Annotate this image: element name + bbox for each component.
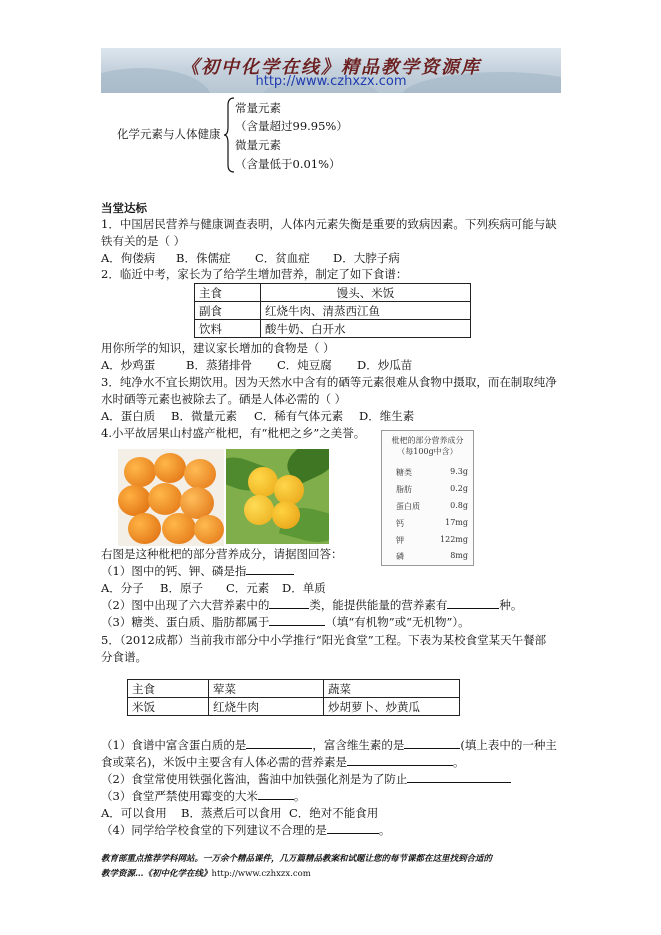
- nutrient-value: 122mg: [440, 535, 468, 544]
- table-cell: 荤菜: [209, 680, 324, 698]
- q4-sub3-text: （3）糖类、蛋白质、脂肪都属于: [101, 615, 270, 629]
- q2-menu-table: [194, 283, 471, 338]
- nutrient-name: 糖类: [396, 468, 412, 477]
- answer-blank[interactable]: [407, 772, 511, 783]
- table-row: [128, 698, 460, 716]
- banner-url[interactable]: http://www.czhxzx.com: [255, 74, 407, 89]
- q4-sub2: [101, 597, 522, 613]
- q3-option-b: B．微量元素: [171, 409, 237, 423]
- nutrient-value: 8mg: [450, 551, 468, 560]
- q1-stem-line1: 1．中国居民营养与健康调查表明，人体内元素失衡是重要的致病因素。下列疾病可能与缺: [101, 217, 557, 231]
- q4-sub1-option-d: D．单质: [282, 581, 326, 595]
- table-cell: 主食: [128, 680, 209, 698]
- q5-sub1-text: 食或菜名)，米饭中主要含有人体必需的营养素是: [101, 755, 347, 769]
- answer-blank[interactable]: [269, 598, 309, 609]
- answer-blank[interactable]: [447, 598, 499, 609]
- banner-title: 《初中化学在线》精品教学资源库: [181, 57, 481, 78]
- nutrition-row: [396, 518, 468, 529]
- nutrition-title: 枇杷的部分营养成分: [391, 436, 464, 445]
- q5-sub3: [101, 788, 305, 804]
- q4-sub1: [101, 563, 294, 579]
- q4-sub1-option-c: C．元素: [226, 581, 270, 595]
- q1-option-d: D．大脖子病: [333, 251, 400, 265]
- q5-sub4-text: 。: [378, 823, 391, 837]
- q4-sub2-text: 种。: [499, 598, 523, 612]
- q3-option-c: C．稀有气体元素: [254, 409, 344, 423]
- q5-sub4-text: （4）同学给学校食堂的下列建议不合理的是: [101, 823, 327, 837]
- table-cell: 米饭: [128, 698, 209, 716]
- table-cell: 副食: [195, 302, 261, 320]
- nutrient-value: 9.3g: [450, 467, 468, 476]
- table-row: [195, 320, 471, 338]
- header-banner: [101, 48, 561, 93]
- table-row: [195, 284, 471, 302]
- q5-sub2: [101, 771, 511, 787]
- q3-option-d: D．维生素: [359, 409, 415, 423]
- table-cell: 炒胡萝卜、炒黄瓜: [324, 698, 460, 716]
- nutrient-name: 钾: [396, 536, 404, 545]
- summary-item-major: 常量元素: [235, 101, 281, 115]
- nutrient-name: 磷: [396, 552, 404, 561]
- q5-sub3-text: （3）食堂严禁使用霉变的大米: [101, 789, 258, 803]
- nutrient-name: 脂肪: [396, 485, 412, 494]
- q5-stem-line2: 分食谱。: [101, 650, 147, 664]
- footer-line2: [101, 867, 311, 879]
- answer-blank[interactable]: [258, 789, 294, 800]
- loquat-photo-left: [118, 449, 224, 546]
- q4-sub1-text: （1）图中的钙、钾、磷是指: [101, 564, 247, 578]
- q4-sub2-text: 类，能提供能量的营养素有: [309, 598, 448, 612]
- nutrient-name: 蛋白质: [396, 502, 420, 511]
- q2-option-c: C．炖豆腐: [277, 358, 332, 372]
- q5-sub1-text: （1）食谱中富含蛋白质的是: [101, 738, 247, 752]
- answer-blank[interactable]: [246, 738, 312, 749]
- nutrient-value: 0.2g: [450, 484, 468, 493]
- q5-sub1-line1: [101, 737, 557, 753]
- q2-stem: 2．临近中考，家长为了给学生增加营养，制定了如下食谱：: [101, 267, 408, 281]
- q4-sub2-text: （2）图中出现了六大营养素中的: [101, 598, 270, 612]
- q2-option-d: D．炒瓜苗: [357, 358, 413, 372]
- nutrient-value: 0.8g: [450, 501, 468, 510]
- q5-sub4: [101, 822, 390, 838]
- q4-sub1-option-a: A．分子: [101, 581, 144, 595]
- table-cell: 主食: [195, 284, 261, 302]
- table-cell: 红烧牛肉: [209, 698, 324, 716]
- q2-question: 用你所学的知识，建议家长增加的食物是（ ）: [101, 341, 335, 355]
- q5-sub1-text: (填上表中的一种主: [460, 738, 557, 752]
- footer-text: 教学资源…《初中化学在线》: [101, 869, 212, 879]
- q1-option-a: A．佝偻病: [101, 251, 156, 265]
- summary-item-trace-amount: （含量低于0.01%）: [235, 157, 341, 171]
- nutrition-row: [396, 467, 468, 478]
- q4-stem: 4.小平故居果山村盛产枇杷，有“枇杷之乡”之美誉。: [101, 426, 366, 440]
- q1-option-c: C．贫血症: [255, 251, 310, 265]
- nutrient-value: 17mg: [445, 518, 468, 527]
- table-cell: 馒头、米饭: [261, 284, 471, 302]
- q3-stem-line2: 水时硒等元素也被除去了。硒是人体必需的（ ）: [101, 392, 347, 406]
- answer-blank[interactable]: [246, 564, 294, 575]
- table-row: [195, 302, 471, 320]
- nutrition-row: [396, 484, 468, 495]
- table-row: [128, 680, 460, 698]
- summary-item-trace: 微量元素: [235, 138, 281, 152]
- q2-option-b: B．蒸猪排骨: [186, 358, 252, 372]
- nutrient-name: 钙: [396, 519, 404, 528]
- q4-sub1-option-b: B．原子: [160, 581, 203, 595]
- table-cell: 红烧牛肉、清蒸西江鱼: [261, 302, 471, 320]
- q5-sub1-text: 。: [452, 755, 465, 769]
- q4-intro: 右图是这种枇杷的部分营养成分，请据图回答：: [101, 547, 343, 561]
- q4-sub3: [101, 614, 470, 630]
- summary-label: 化学元素与人体健康: [117, 127, 221, 141]
- q5-sub3-option-a: A．可以食用: [101, 806, 167, 820]
- nutrition-subtitle: （每100g中含）: [397, 447, 458, 456]
- summary-item-major-amount: （含量超过99.95%）: [235, 119, 348, 133]
- q5-sub1-line2: [101, 754, 464, 770]
- q5-sub3-option-c: C．绝对不能食用: [289, 806, 379, 820]
- q4-sub3-text: （填“有机物”或“无机物”）。: [325, 615, 470, 629]
- table-cell: 饮料: [195, 320, 261, 338]
- q1-stem-line2: 铁有关的是（ ）: [101, 234, 186, 248]
- q1-option-b: B．侏儒症: [176, 251, 231, 265]
- q2-option-a: A．炒鸡蛋: [101, 358, 156, 372]
- nutrition-row: [396, 501, 468, 512]
- q3-stem-line1: 3．纯净水不宜长期饮用。因为天然水中含有的硒等元素很难从食物中摄取，而在制取纯净: [101, 375, 557, 389]
- q5-sub1-text: ，富含维生素的是: [312, 738, 405, 752]
- answer-blank[interactable]: [269, 615, 325, 626]
- loquat-photo-right: [226, 449, 329, 544]
- answer-blank[interactable]: [327, 823, 379, 834]
- nutrition-label: [381, 430, 474, 566]
- footer-line1: 教育部重点推荐学科网站。一万余个精品课件，几万篇精品教案和试题让您的每节课都在这里找到合适的: [101, 854, 493, 864]
- q5-sub2-text: （2）食堂常使用铁强化酱油，酱油中加铁强化剂是为了防止: [101, 772, 408, 786]
- nutrition-row: [396, 551, 468, 562]
- table-cell: 酸牛奶、白开水: [261, 320, 471, 338]
- q3-option-a: A．蛋白质: [101, 409, 156, 423]
- table-cell: 蔬菜: [324, 680, 460, 698]
- section-title: 当堂达标: [101, 201, 147, 215]
- q5-sub3-text: 。: [293, 789, 306, 803]
- footer-link[interactable]: http://www.czhxzx.com: [211, 869, 311, 879]
- answer-blank[interactable]: [404, 738, 460, 749]
- nutrition-row: [396, 535, 468, 546]
- q5-stem-line1: 5．（2012成都）当前我市部分中小学推行“阳光食堂”工程。下表为某校食堂某天午餐部: [101, 633, 547, 647]
- q5-sub3-option-b: B．蒸煮后可以食用: [181, 806, 282, 820]
- q5-menu-table: [127, 679, 460, 716]
- answer-blank[interactable]: [347, 755, 453, 766]
